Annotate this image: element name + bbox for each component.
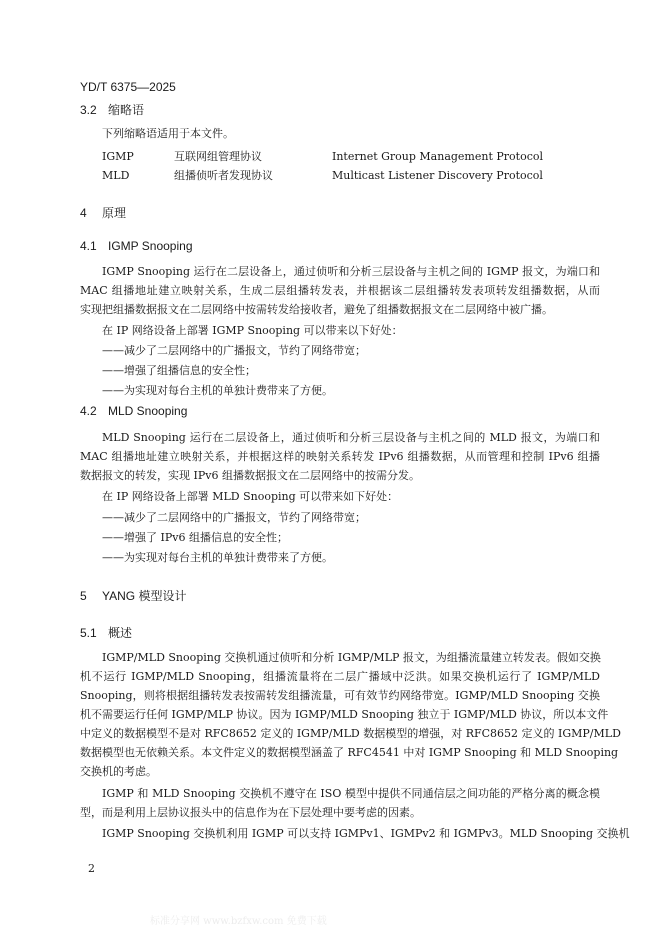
- section-5-1-paragraph-3: [80, 824, 630, 843]
- standard-number: YD/T 6375—2025: [80, 80, 176, 94]
- abbr-row-mld: [102, 167, 543, 183]
- abbr-english: Internet Group Management Protocol: [332, 150, 544, 163]
- section-5-1-paragraph-2: [80, 784, 600, 822]
- section-title: YANG 模型设计: [102, 589, 187, 603]
- abbr-term: IGMP: [102, 150, 134, 163]
- paragraph-line: IGMP 和 MLD Snooping 交换机不遵守在 ISO 模型中提供不同通信层之间功能的严格分离的概念模: [102, 787, 600, 800]
- watermark: 标准分享网 www.bzfxw.com 免费下载: [150, 916, 327, 927]
- paragraph-line: IGMP/MLD Snooping 交换机通过侦听和分析 IGMP/MLP 报文，为组播流量建立转发表。假如交换: [102, 651, 601, 664]
- paragraph-line: 实现把组播数据报文在二层网络中按需转发给接收者，避免了组播数据报文在二层网络中被广播。: [80, 303, 553, 316]
- page-number: 2: [88, 862, 95, 875]
- paragraph-line: Snooping，则将根据组播转发表按需转发组播流量，可有效节约网络带宽。IGMP/MLD Snooping 交换: [80, 689, 600, 702]
- section-title: 概述: [108, 626, 133, 640]
- list-item: ——为实现对每台主机的单独计费带来了方便。: [102, 384, 333, 397]
- abbr-term: MLD: [102, 169, 130, 182]
- benefits-intro: 在 IP 网络设备上部署 IGMP Snooping 可以带来以下好处：: [102, 324, 403, 337]
- section-4-2-heading: [80, 404, 187, 418]
- section-4-1-heading: [80, 239, 193, 253]
- paragraph-line: MAC 组播地址建立映射关系，生成二层组播转发表，并根据该二层组播转发表项转发组播数据，从而: [80, 284, 600, 297]
- section-title: 缩略语: [108, 103, 145, 117]
- abbr-chinese: 组播侦听者发现协议: [174, 169, 273, 182]
- section-number: 4.1: [80, 239, 97, 253]
- section-4-1-paragraph: [80, 262, 600, 319]
- section-5-heading: [80, 587, 186, 604]
- section-5-1-heading: [80, 624, 132, 641]
- section-4-2-paragraph: [80, 428, 600, 485]
- paragraph-line: 型，而是利用上层协议报头中的信息作为在下层处理中要考虑的因素。: [80, 806, 421, 819]
- list-item: ——为实现对每台主机的单独计费带来了方便。: [102, 551, 333, 564]
- abbr-intro: 下列缩略语适用于本文件。: [102, 127, 234, 140]
- list-item: ——减少了二层网络中的广播报文，节约了网络带宽；: [102, 511, 366, 524]
- section-5-1-paragraph-1: [80, 648, 621, 781]
- paragraph-line: IGMP Snooping 交换机利用 IGMP 可以支持 IGMPv1、IGMPv2 和 IGMPv3。MLD Snooping 交换机: [102, 827, 630, 840]
- paragraph-line: 机不运行 IGMP/MLD Snooping，组播流量将在二层广播域中泛洪。如果交换机运行了 IGMP/MLD: [80, 670, 600, 683]
- paragraph-line: 交换机的考虑。: [80, 765, 157, 778]
- section-number: 3.2: [80, 103, 97, 117]
- paragraph-line: 机不需要运行任何 IGMP/MLP 协议。因为 IGMP/MLD Snooping 独立于 IGMP/MLD 协议，所以本文件: [80, 708, 609, 721]
- paragraph-line: 中定义的数据模型不是对 RFC8652 定义的 IGMP/MLD 数据模型的增强，对 RFC8652 定义的 IGMP/MLD: [80, 727, 621, 740]
- list-item: ——增强了组播信息的安全性；: [102, 364, 256, 377]
- paragraph-line: 数据模型也无依赖关系。本文件定义的数据模型涵盖了 RFC4541 中对 IGMP Snooping 和 MLD Snooping: [80, 746, 619, 759]
- section-number: 4.2: [80, 404, 97, 418]
- section-number: 4: [80, 206, 87, 220]
- paragraph-line: MLD Snooping 运行在二层设备上，通过侦听和分析三层设备与主机之间的 MLD 报文，为端口和: [102, 431, 600, 444]
- section-3-2-heading: [80, 101, 144, 118]
- abbr-row-igmp: [102, 148, 543, 164]
- section-number: 5: [80, 589, 87, 603]
- section-title: IGMP Snooping: [108, 239, 193, 253]
- paragraph-line: 数据报文的转发，实现 IPv6 组播数据报文在二层网络中的按需分发。: [80, 469, 420, 482]
- abbr-english: Multicast Listener Discovery Protocol: [332, 169, 543, 182]
- paragraph-line: MAC 组播地址建立映射关系，并根据这样的映射关系转发 IPv6 组播数据，从而管理和控制 IPv6 组播: [80, 450, 600, 463]
- list-item: ——增强了 IPv6 组播信息的安全性；: [102, 531, 288, 544]
- section-title: 原理: [102, 206, 127, 220]
- abbr-chinese: 互联网组管理协议: [174, 150, 262, 163]
- section-number: 5.1: [80, 626, 97, 640]
- paragraph-line: IGMP Snooping 运行在二层设备上，通过侦听和分析三层设备与主机之间的 IGMP 报文，为端口和: [102, 265, 600, 278]
- section-4-heading: [80, 204, 126, 221]
- section-title: MLD Snooping: [108, 404, 188, 418]
- list-item: ——减少了二层网络中的广播报文，节约了网络带宽；: [102, 344, 366, 357]
- benefits-intro: 在 IP 网络设备上部署 MLD Snooping 可以带来如下好处：: [102, 490, 399, 503]
